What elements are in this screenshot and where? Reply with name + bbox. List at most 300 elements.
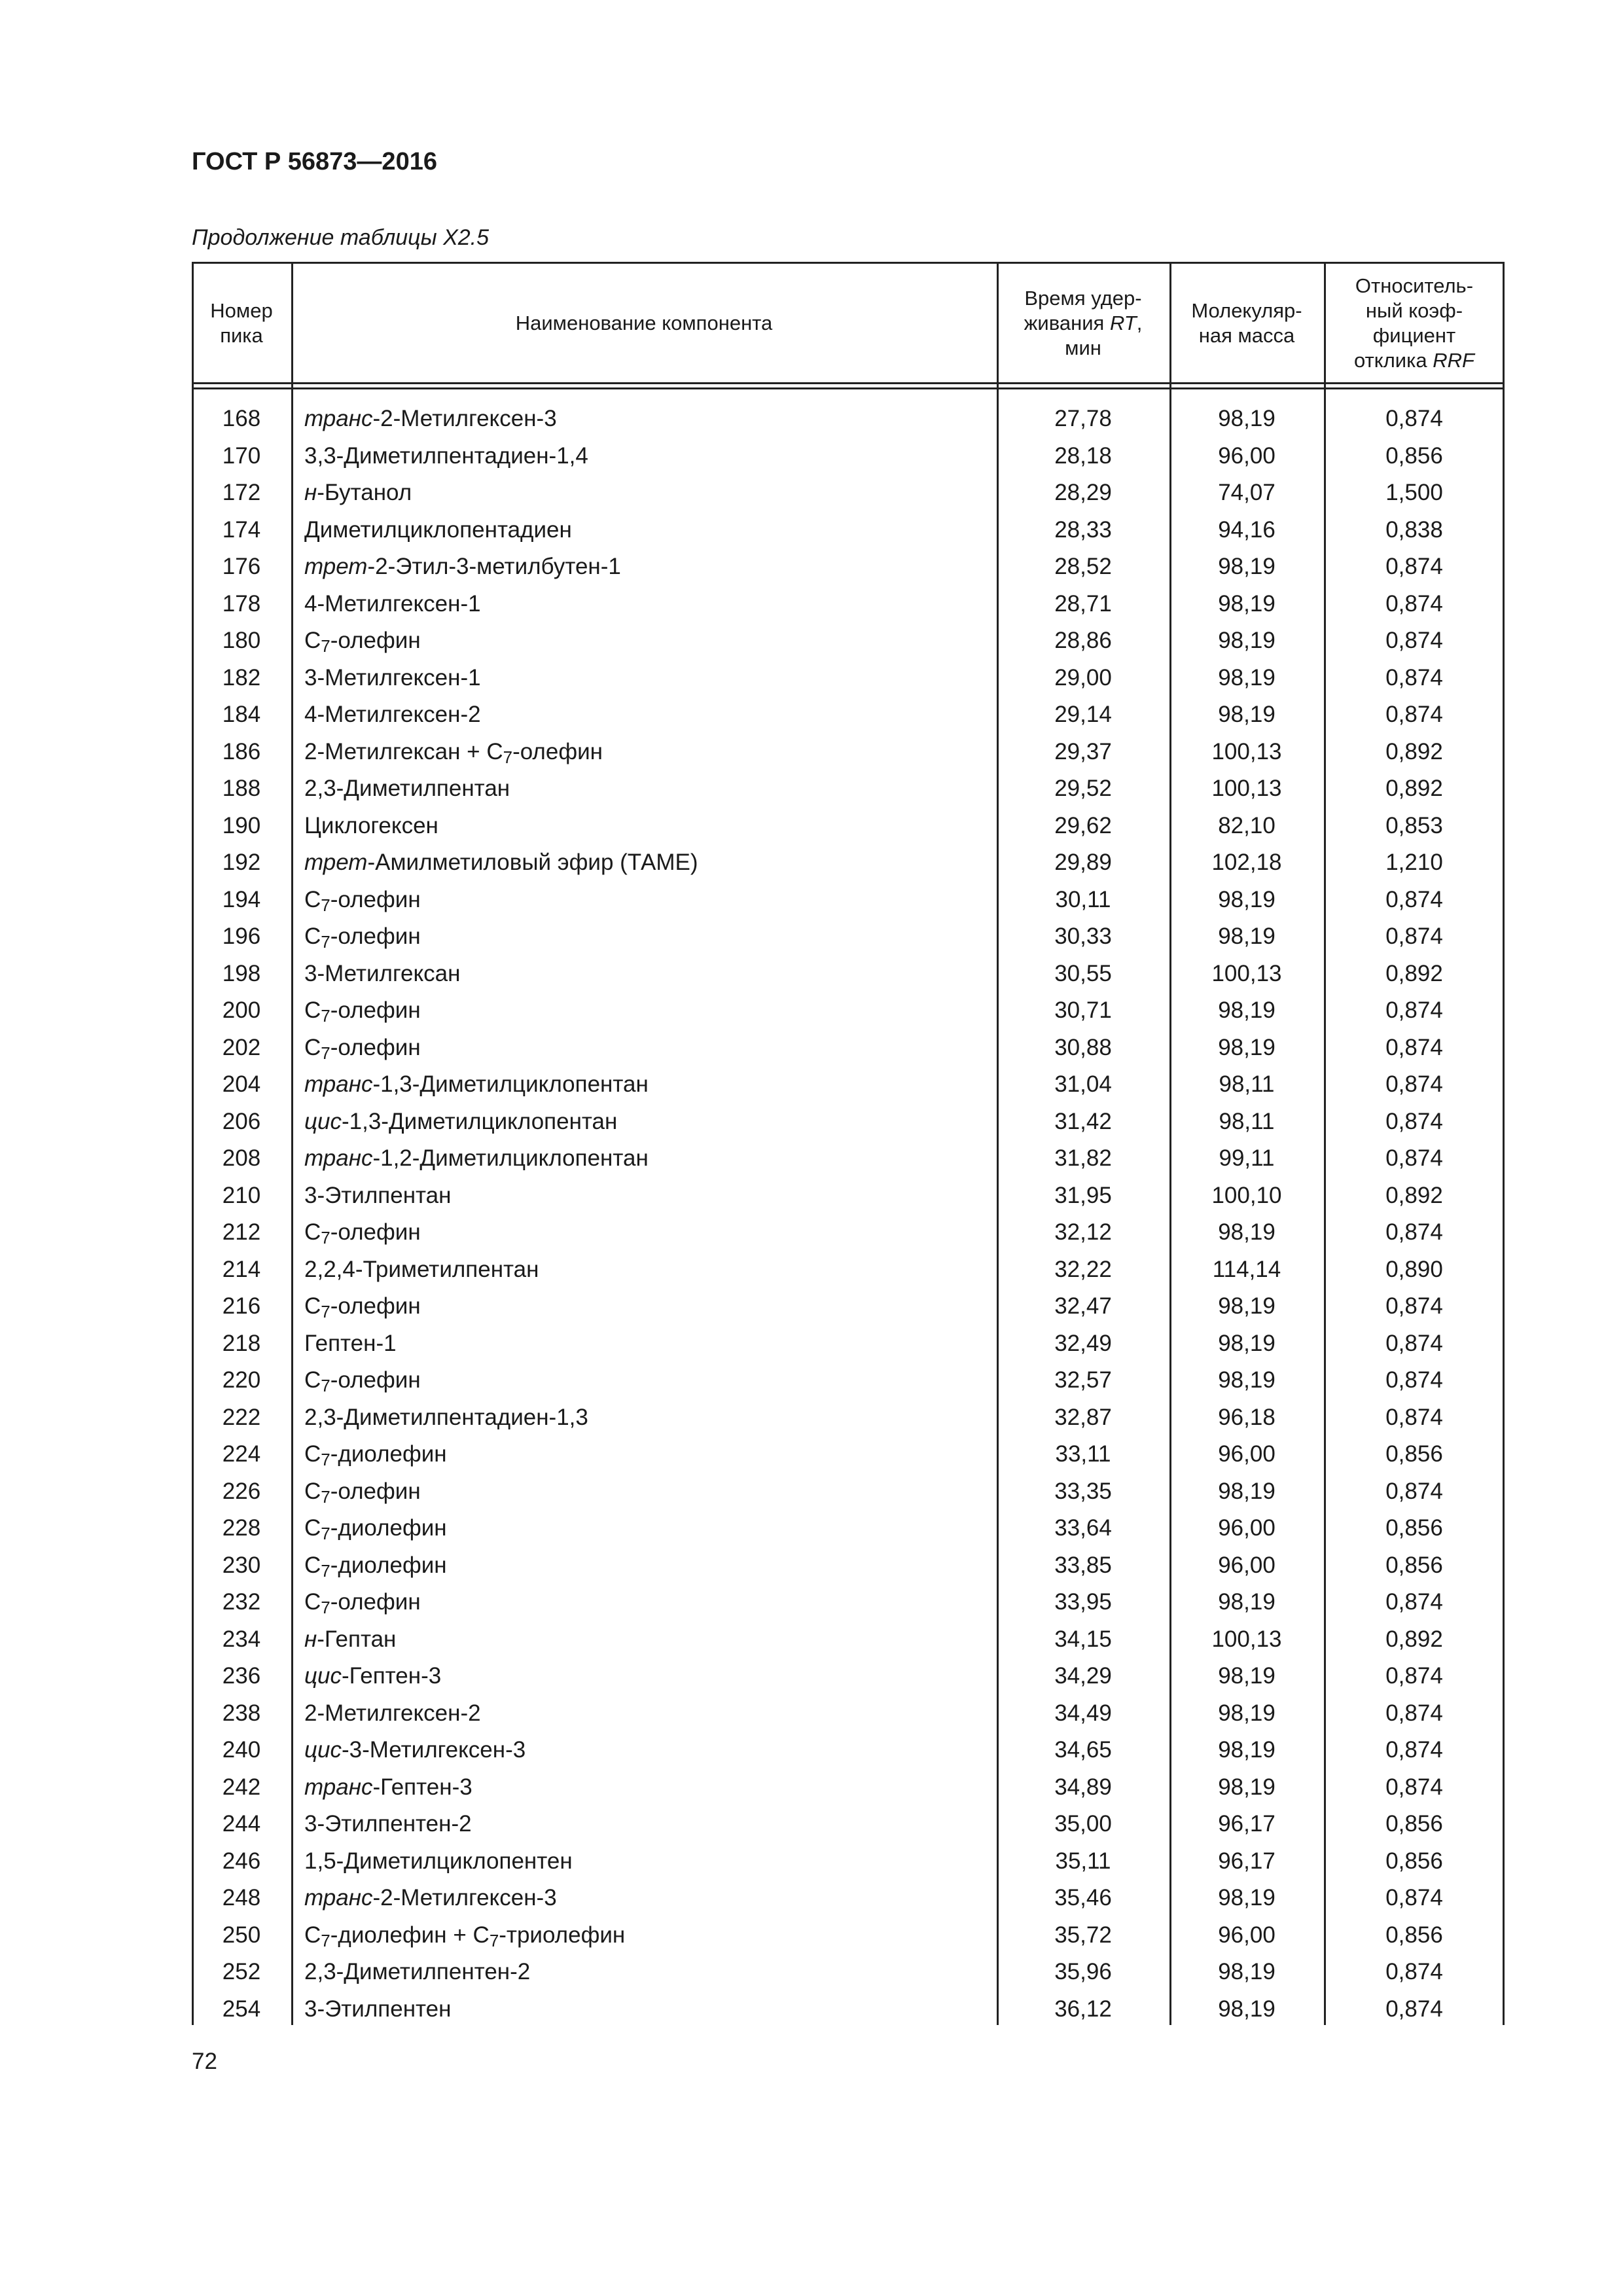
response-factor-cell: 0,874 (1385, 1367, 1443, 1393)
table-row (192, 1991, 1505, 2028)
peak-number-cell: 248 (222, 1885, 261, 1910)
peak-number-cell: 220 (222, 1367, 261, 1393)
retention-time-cell: 34,29 (1054, 1663, 1112, 1689)
peak-number-cell: 206 (222, 1108, 261, 1134)
table-row (192, 1954, 1505, 1991)
molecular-mass-cell: 100,13 (1211, 1626, 1282, 1652)
response-factor-cell: 0,838 (1385, 516, 1443, 543)
table-row (192, 956, 1505, 993)
component-name-cell (304, 1695, 991, 1732)
table-row (192, 1030, 1505, 1067)
peak-number-cell: 222 (222, 1404, 261, 1430)
molecular-mass-cell: 98,19 (1218, 1663, 1275, 1689)
component-name-cell (304, 696, 991, 734)
table-row (192, 548, 1505, 586)
response-factor-cell: 1,500 (1385, 480, 1443, 505)
peak-number-cell: 188 (222, 776, 261, 801)
component-name-cell (304, 1769, 991, 1806)
component-name-cell (304, 1880, 991, 1917)
component-name: 3-Этилпентен (304, 1996, 452, 2022)
component-name: $C_7$-диолефин + $C_7$-триолефин (304, 1922, 626, 1950)
molecular-mass-cell: 98,19 (1218, 1885, 1275, 1910)
peak-number-cell: 200 (222, 997, 261, 1023)
response-factor-cell: 0,874 (1385, 554, 1443, 579)
molecular-mass-cell: 100,13 (1211, 776, 1282, 801)
header-separator (192, 382, 1505, 384)
peak-number-cell: 190 (222, 812, 261, 838)
molecular-mass-cell: 96,00 (1218, 1922, 1275, 1948)
retention-time-cell: 33,11 (1055, 1441, 1111, 1467)
molecular-mass-cell: 98,19 (1218, 924, 1275, 949)
response-factor-cell: 1,210 (1385, 850, 1443, 875)
response-factor-cell: 0,874 (1385, 664, 1443, 691)
molecular-mass-cell: 94,16 (1218, 516, 1275, 543)
peak-number-cell: 252 (222, 1959, 261, 1984)
retention-time-cell: 35,11 (1055, 1848, 1111, 1874)
components-table (192, 262, 1505, 2025)
molecular-mass-cell: 96,00 (1218, 1552, 1275, 1578)
table-row (192, 992, 1505, 1030)
molecular-mass-cell: 98,19 (1218, 1774, 1275, 1800)
header-response-factor: Относитель- ный коэф- фициент отклика RRF (1354, 274, 1474, 372)
component-name-cell (304, 1288, 991, 1325)
component-name-cell (304, 1473, 991, 1511)
component-name-cell (304, 438, 991, 475)
table-row (192, 512, 1505, 549)
response-factor-cell: 0,874 (1385, 1219, 1443, 1245)
component-name-cell (304, 622, 991, 660)
component-name: 2,3-Диметилпентадиен-1,3 (304, 1404, 588, 1430)
peak-number-cell: 224 (222, 1441, 261, 1467)
component-name-cell (304, 844, 991, 882)
table-body (192, 401, 1505, 2028)
peak-number-cell: 178 (222, 590, 261, 617)
table-row (192, 1251, 1505, 1289)
response-factor-cell: 0,874 (1385, 1663, 1443, 1689)
peak-number-cell: 244 (222, 1811, 261, 1837)
retention-time-cell: 34,49 (1054, 1700, 1112, 1726)
component-name-cell (304, 1917, 991, 1954)
component-name: 2,2,4-Триметилпентан (304, 1256, 539, 1282)
retention-time-cell: 32,87 (1054, 1404, 1112, 1430)
component-name: $C_7$-олефин (304, 1219, 421, 1247)
component-name: $C_7$-диолефин (304, 1515, 447, 1543)
molecular-mass-cell: 98,19 (1218, 1293, 1275, 1319)
header-retention-time: Время удер- живания RT, мин (1024, 287, 1143, 359)
table-row (192, 438, 1505, 475)
component-name-cell (304, 512, 991, 549)
table-row (192, 1214, 1505, 1251)
isomer-prefix: транс (304, 1885, 373, 1910)
table-row (192, 1658, 1505, 1695)
component-name-cell (304, 1584, 991, 1621)
component-name: -Амилметиловый эфир (ТАМЕ) (367, 850, 698, 875)
peak-number-cell: 234 (222, 1626, 261, 1652)
table-top-border (192, 262, 1505, 264)
peak-number-cell: 184 (222, 702, 261, 727)
component-name-cell (304, 1103, 991, 1141)
peak-number-cell: 238 (222, 1700, 261, 1726)
response-factor-cell: 0,874 (1385, 1737, 1443, 1763)
component-name-cell (304, 586, 991, 623)
table-row (192, 1066, 1505, 1103)
table-row (192, 1288, 1505, 1325)
molecular-mass-cell: 102,18 (1211, 850, 1282, 875)
component-name-cell (304, 1140, 991, 1177)
peak-number-cell: 218 (222, 1330, 261, 1356)
molecular-mass-cell: 98,19 (1218, 664, 1275, 691)
component-name-cell (304, 882, 991, 919)
retention-time-cell: 32,49 (1054, 1330, 1112, 1356)
molecular-mass-cell: 99,11 (1219, 1145, 1275, 1171)
component-name-cell (304, 401, 991, 438)
response-factor-cell: 0,874 (1385, 702, 1443, 727)
component-name-cell (304, 808, 991, 845)
retention-time-cell: 33,95 (1054, 1589, 1112, 1615)
table-row (192, 586, 1505, 623)
molecular-mass-cell: 96,00 (1218, 1441, 1275, 1467)
molecular-mass-cell: 98,19 (1218, 406, 1275, 431)
response-factor-cell: 0,874 (1385, 1885, 1443, 1910)
molecular-mass-cell: 98,19 (1218, 590, 1275, 617)
component-name: Гептен-1 (304, 1330, 397, 1356)
component-name: 2,3-Диметилпентен-2 (304, 1959, 531, 1984)
molecular-mass-cell: 98,19 (1218, 1959, 1275, 1984)
molecular-mass-cell: 96,17 (1218, 1811, 1275, 1837)
isomer-prefix: транс (304, 1774, 373, 1800)
component-name: 3,3-Диметилпентадиен-1,4 (304, 442, 588, 469)
response-factor-cell: 0,874 (1385, 924, 1443, 949)
molecular-mass-cell: 98,19 (1218, 702, 1275, 727)
response-factor-cell: 0,874 (1385, 1330, 1443, 1356)
isomer-prefix: транс (304, 1145, 373, 1171)
component-name: 1,5-Диметилциклопентен (304, 1848, 573, 1874)
component-name: $C_7$-олефин (304, 1589, 421, 1617)
isomer-prefix: н (304, 1626, 317, 1652)
peak-number-cell: 216 (222, 1293, 261, 1319)
table-row (192, 1362, 1505, 1399)
component-name: $C_7$-олефин (304, 628, 421, 656)
response-factor-cell: 0,892 (1385, 1182, 1443, 1208)
peak-number-cell: 212 (222, 1219, 261, 1245)
table-row (192, 1621, 1505, 1659)
component-name-cell (304, 918, 991, 956)
retention-time-cell: 34,89 (1054, 1774, 1112, 1800)
molecular-mass-cell: 114,14 (1212, 1256, 1281, 1282)
component-name: 2-Метилгексан + $C_7$-олефин (304, 738, 603, 767)
component-name: 2-Метилгексен-2 (304, 1700, 481, 1726)
table-row (192, 882, 1505, 919)
response-factor-cell: 0,874 (1385, 1774, 1443, 1800)
table-row (192, 1510, 1505, 1547)
response-factor-cell: 0,874 (1385, 1589, 1443, 1615)
response-factor-cell: 0,874 (1385, 997, 1443, 1023)
component-name: $C_7$-олефин (304, 1293, 421, 1321)
table-row (192, 622, 1505, 660)
retention-time-cell: 30,71 (1054, 997, 1112, 1023)
peak-number-cell: 176 (222, 554, 261, 579)
retention-time-cell: 27,78 (1054, 406, 1112, 431)
molecular-mass-cell: 96,00 (1218, 1515, 1275, 1541)
retention-time-cell: 30,33 (1054, 924, 1112, 949)
response-factor-cell: 0,874 (1385, 628, 1443, 653)
component-name: $C_7$-олефин (304, 997, 421, 1026)
molecular-mass-cell: 74,07 (1218, 480, 1275, 505)
table-row (192, 1695, 1505, 1732)
component-name: Циклогексен (304, 812, 438, 838)
molecular-mass-cell: 98,19 (1218, 1700, 1275, 1726)
response-factor-cell: 0,856 (1385, 1848, 1443, 1874)
component-name-cell (304, 1547, 991, 1585)
response-factor-cell: 0,874 (1385, 1071, 1443, 1097)
component-name: -3-Метилгексен-3 (341, 1737, 526, 1763)
retention-time-cell: 32,57 (1054, 1367, 1112, 1393)
retention-time-cell: 28,18 (1054, 442, 1112, 469)
peak-number-cell: 230 (222, 1552, 261, 1578)
retention-time-cell: 32,12 (1054, 1219, 1112, 1245)
retention-time-cell: 29,52 (1054, 776, 1112, 801)
peak-number-cell: 186 (222, 738, 261, 764)
table-row (192, 401, 1505, 438)
molecular-mass-cell: 100,10 (1211, 1182, 1282, 1208)
retention-time-cell: 30,11 (1055, 886, 1111, 912)
retention-time-cell: 29,37 (1054, 738, 1112, 764)
molecular-mass-cell: 100,13 (1211, 738, 1282, 764)
component-name-cell (304, 1325, 991, 1363)
table-row (192, 1177, 1505, 1215)
molecular-mass-cell: 96,00 (1218, 442, 1275, 469)
peak-number-cell: 246 (222, 1848, 261, 1874)
molecular-mass-cell: 96,18 (1218, 1404, 1275, 1430)
molecular-mass-cell: 98,19 (1218, 1330, 1275, 1356)
retention-time-cell: 33,64 (1054, 1515, 1112, 1541)
retention-time-cell: 28,86 (1054, 628, 1112, 653)
table-row (192, 1103, 1505, 1141)
molecular-mass-cell: 98,19 (1218, 1589, 1275, 1615)
table-row (192, 660, 1505, 697)
response-factor-cell: 0,874 (1385, 1404, 1443, 1430)
response-factor-cell: 0,856 (1385, 1922, 1443, 1948)
component-name: -1,2-Диметилциклопентан (372, 1145, 649, 1171)
component-name: -Гептан (317, 1626, 397, 1652)
header-peak-number: Номер пика (210, 299, 273, 347)
response-factor-cell: 0,892 (1385, 738, 1443, 764)
component-name-cell (304, 1991, 991, 2028)
component-name-cell (304, 770, 991, 808)
response-factor-cell: 0,874 (1385, 1034, 1443, 1060)
table-row (192, 844, 1505, 882)
peak-number-cell: 242 (222, 1774, 261, 1800)
retention-time-cell: 34,15 (1054, 1626, 1112, 1652)
response-factor-cell: 0,890 (1385, 1256, 1443, 1282)
component-name-cell (304, 1066, 991, 1103)
component-name: -1,3-Диметилциклопентан (372, 1071, 649, 1097)
retention-time-cell: 31,04 (1054, 1071, 1112, 1097)
retention-time-cell: 28,33 (1054, 516, 1112, 543)
molecular-mass-cell: 96,17 (1218, 1848, 1275, 1874)
component-name: -Гептен-3 (372, 1774, 473, 1800)
response-factor-cell: 0,853 (1385, 812, 1443, 838)
component-name: -1,3-Диметилциклопентан (341, 1108, 618, 1134)
molecular-mass-cell: 98,19 (1218, 554, 1275, 579)
component-name: Диметилциклопентадиен (304, 516, 572, 543)
page-number: 72 (192, 2049, 217, 2074)
molecular-mass-cell: 98,19 (1218, 1996, 1275, 2022)
isomer-prefix: транс (304, 1071, 373, 1097)
isomer-prefix: цис (304, 1663, 342, 1689)
isomer-prefix: трет (304, 850, 368, 875)
isomer-prefix: н (304, 480, 317, 505)
component-name: 3-Метилгексан (304, 960, 461, 986)
retention-time-cell: 31,95 (1054, 1182, 1112, 1208)
retention-time-cell: 29,00 (1054, 664, 1112, 691)
isomer-prefix: цис (304, 1108, 342, 1134)
retention-time-cell: 28,52 (1054, 554, 1112, 579)
table-row (192, 1140, 1505, 1177)
component-name-cell (304, 1954, 991, 1991)
component-name-cell (304, 1251, 991, 1289)
table-row (192, 1325, 1505, 1363)
retention-time-cell: 35,00 (1054, 1811, 1112, 1837)
peak-number-cell: 196 (222, 924, 261, 949)
standard-title: ГОСТ Р 56873—2016 (192, 148, 437, 175)
isomer-prefix: трет (304, 554, 368, 579)
molecular-mass-cell: 98,19 (1218, 886, 1275, 912)
component-name: -2-Этил-3-метилбутен-1 (367, 554, 621, 579)
peak-number-cell: 170 (222, 442, 261, 469)
table-row (192, 1399, 1505, 1437)
table-row (192, 1732, 1505, 1769)
component-name-cell (304, 956, 991, 993)
component-name-cell (304, 992, 991, 1030)
isomer-prefix: цис (304, 1737, 342, 1763)
retention-time-cell: 33,35 (1054, 1478, 1112, 1504)
molecular-mass-cell: 100,13 (1211, 960, 1282, 986)
component-name: $C_7$-олефин (304, 1034, 421, 1063)
peak-number-cell: 254 (222, 1996, 261, 2022)
retention-time-cell: 33,85 (1054, 1552, 1112, 1578)
peak-number-cell: 250 (222, 1922, 261, 1948)
retention-time-cell: 28,71 (1054, 590, 1112, 617)
response-factor-cell: 0,892 (1385, 960, 1443, 986)
peak-number-cell: 232 (222, 1589, 261, 1615)
retention-time-cell: 35,46 (1054, 1885, 1112, 1910)
component-name: -Бутанол (317, 480, 412, 505)
table-row (192, 1584, 1505, 1621)
header-separator (192, 387, 1505, 389)
response-factor-cell: 0,892 (1385, 776, 1443, 801)
peak-number-cell: 194 (222, 886, 261, 912)
component-name: $C_7$-диолефин (304, 1552, 447, 1581)
component-name-cell (304, 1843, 991, 1880)
isomer-prefix: транс (304, 406, 373, 431)
component-name: $C_7$-олефин (304, 1478, 421, 1507)
molecular-mass-cell: 98,11 (1219, 1108, 1275, 1134)
retention-time-cell: 28,29 (1054, 480, 1112, 505)
component-name-cell (304, 734, 991, 771)
component-name: 3-Этилпентан (304, 1182, 452, 1208)
peak-number-cell: 210 (222, 1182, 261, 1208)
retention-time-cell: 32,22 (1054, 1256, 1112, 1282)
molecular-mass-cell: 98,19 (1218, 1367, 1275, 1393)
peak-number-cell: 240 (222, 1737, 261, 1763)
response-factor-cell: 0,874 (1385, 886, 1443, 912)
retention-time-cell: 36,12 (1054, 1996, 1112, 2022)
header-component-name: Наименование компонента (515, 312, 773, 334)
component-name-cell (304, 1399, 991, 1437)
component-name: $C_7$-диолефин (304, 1441, 447, 1469)
component-name-cell (304, 475, 991, 512)
component-name: $C_7$-олефин (304, 924, 421, 952)
response-factor-cell: 0,856 (1385, 1552, 1443, 1578)
response-factor-cell: 0,856 (1385, 1811, 1443, 1837)
table-row (192, 475, 1505, 512)
molecular-mass-cell: 98,19 (1218, 1737, 1275, 1763)
response-factor-cell: 0,856 (1385, 442, 1443, 469)
retention-time-cell: 34,65 (1054, 1737, 1112, 1763)
component-name-cell (304, 1658, 991, 1695)
component-name-cell (304, 660, 991, 697)
peak-number-cell: 174 (222, 516, 261, 543)
response-factor-cell: 0,874 (1385, 406, 1443, 431)
table-caption: Продолжение таблицы X2.5 (192, 225, 490, 250)
table-row (192, 1769, 1505, 1806)
header-molecular-mass: Молекуляр- ная масса (1191, 299, 1302, 347)
table-row (192, 808, 1505, 845)
retention-time-cell: 29,14 (1054, 702, 1112, 727)
table-row (192, 770, 1505, 808)
table-row (192, 696, 1505, 734)
response-factor-cell: 0,874 (1385, 590, 1443, 617)
retention-time-cell: 31,82 (1054, 1145, 1112, 1171)
table-row (192, 1473, 1505, 1511)
response-factor-cell: 0,874 (1385, 1145, 1443, 1171)
table-row (192, 1843, 1505, 1880)
peak-number-cell: 228 (222, 1515, 261, 1541)
molecular-mass-cell: 98,11 (1219, 1071, 1275, 1097)
response-factor-cell: 0,856 (1385, 1441, 1443, 1467)
component-name: $C_7$-олефин (304, 1367, 421, 1395)
component-name-cell (304, 1030, 991, 1067)
retention-time-cell: 30,55 (1054, 960, 1112, 986)
component-name-cell (304, 1177, 991, 1215)
table-row (192, 1436, 1505, 1473)
peak-number-cell: 168 (222, 406, 261, 431)
component-name: -Гептен-3 (341, 1663, 442, 1689)
table-row (192, 1547, 1505, 1585)
response-factor-cell: 0,874 (1385, 1293, 1443, 1319)
component-name: -2-Метилгексен-3 (372, 406, 557, 431)
component-name: 4-Метилгексен-2 (304, 702, 481, 727)
peak-number-cell: 202 (222, 1034, 261, 1060)
molecular-mass-cell: 98,19 (1218, 1034, 1275, 1060)
table-row (192, 734, 1505, 771)
molecular-mass-cell: 98,19 (1218, 1219, 1275, 1245)
component-name: 4-Метилгексен-1 (304, 590, 481, 617)
component-name: 3-Метилгексен-1 (304, 664, 481, 691)
component-name-cell (304, 1621, 991, 1659)
peak-number-cell: 172 (222, 480, 261, 505)
table-row (192, 918, 1505, 956)
peak-number-cell: 204 (222, 1071, 261, 1097)
peak-number-cell: 208 (222, 1145, 261, 1171)
molecular-mass-cell: 98,19 (1218, 997, 1275, 1023)
component-name-cell (304, 1436, 991, 1473)
retention-time-cell: 29,62 (1054, 812, 1112, 838)
retention-time-cell: 35,72 (1054, 1922, 1112, 1948)
retention-time-cell: 31,42 (1054, 1108, 1112, 1134)
component-name-cell (304, 548, 991, 586)
